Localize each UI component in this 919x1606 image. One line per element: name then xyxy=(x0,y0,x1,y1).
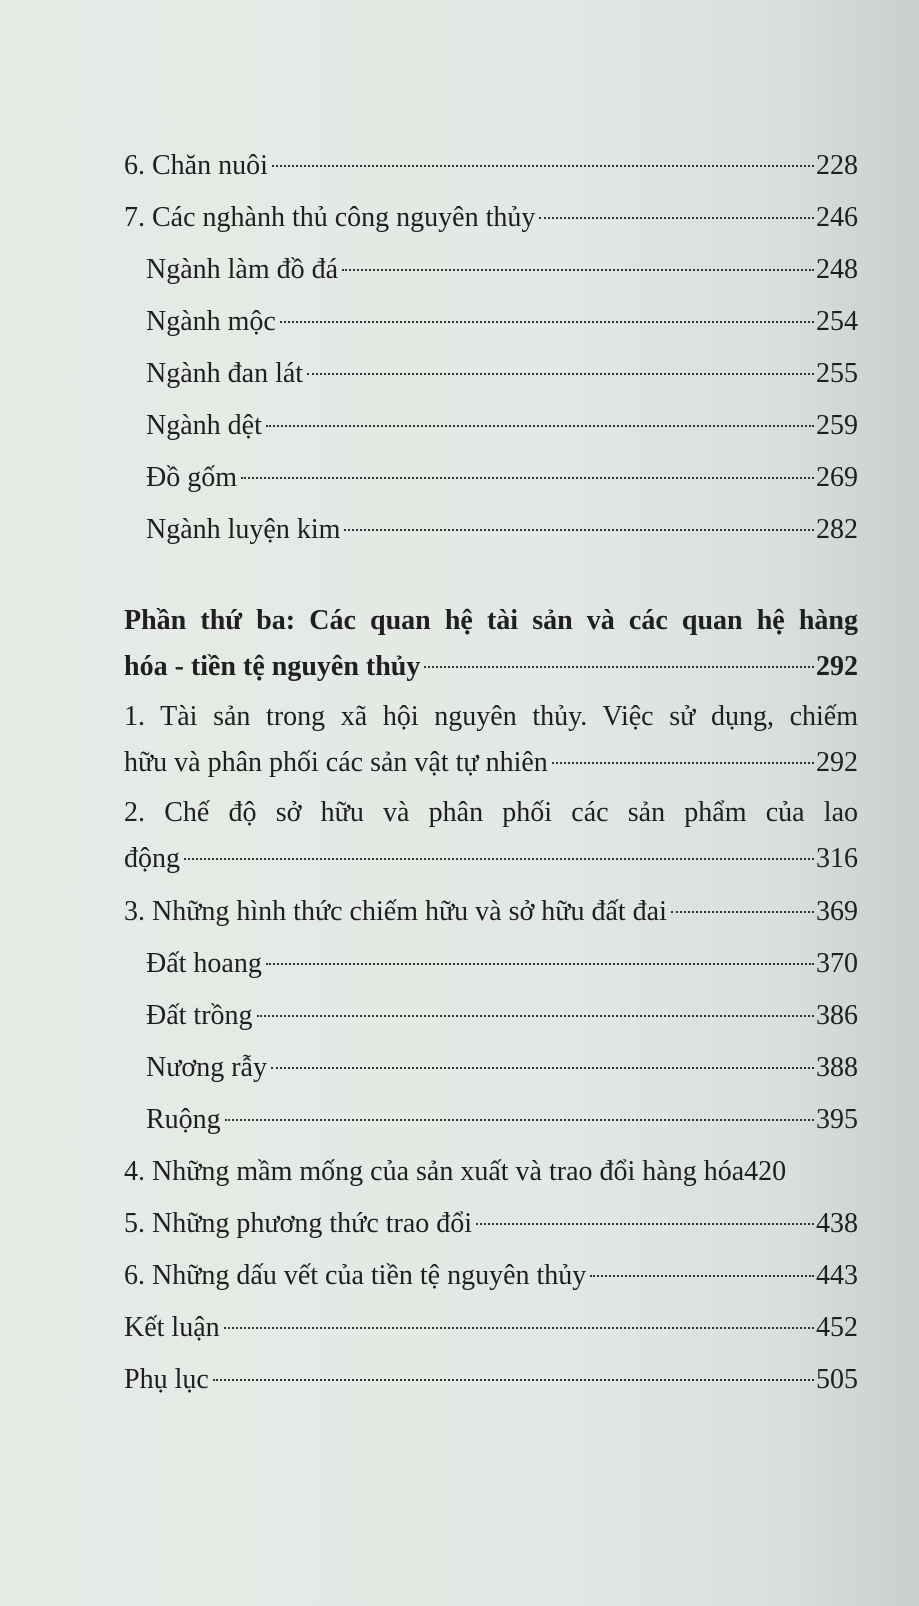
toc-entry-line-2 xyxy=(124,836,858,882)
part-heading-page: 292 xyxy=(816,651,858,682)
toc-entry-page: 420 xyxy=(744,1156,787,1187)
part-heading-line-2 xyxy=(124,644,858,690)
toc-entry-multiline xyxy=(124,694,858,786)
toc-entry-title-end: hữu và phân phối các sản vật tự nhiên xyxy=(124,747,548,778)
toc-subentry xyxy=(124,938,858,990)
toc-entry-page: 452 xyxy=(816,1312,858,1343)
dot-leader xyxy=(224,1327,814,1329)
toc-entry xyxy=(124,1198,858,1250)
toc-entry xyxy=(124,1250,858,1302)
toc-entry-page: 386 xyxy=(816,1000,858,1031)
toc-entry-title: Ngành làm đồ đá xyxy=(146,254,339,285)
toc-entry-title: 6. Những dấu vết của tiền tệ nguyên thủy xyxy=(124,1260,587,1291)
toc-subentry xyxy=(124,1042,858,1094)
toc-entry-title: 4. Những mầm mống của sản xuất và trao đổi hàng hóa xyxy=(124,1156,745,1187)
toc-entry-title: Phụ lục xyxy=(124,1364,209,1395)
toc-entry-page: 443 xyxy=(816,1260,858,1291)
toc-entry-title: 3. Những hình thức chiếm hữu và sở hữu đất đai xyxy=(124,896,667,927)
toc-entry-multiline xyxy=(124,790,858,882)
dot-leader xyxy=(344,529,814,531)
toc-entry-page: 246 xyxy=(816,202,858,233)
toc-entry-line-1: 1. Tài sản trong xã hội nguyên thủy. Việc sử dụng, chiếm xyxy=(124,701,858,732)
toc-entry-page: 438 xyxy=(816,1208,858,1239)
toc-subentry xyxy=(124,504,858,556)
dot-leader xyxy=(671,911,814,913)
dot-leader xyxy=(307,373,814,375)
toc-subentry xyxy=(124,244,858,296)
dot-leader xyxy=(424,666,814,668)
toc-entry-page: 369 xyxy=(816,896,858,927)
toc-entry-title: Đồ gốm xyxy=(146,462,237,493)
toc-subentry xyxy=(124,296,858,348)
part-heading-line-1: Phần thứ ba: Các quan hệ tài sản và các quan hệ hàng xyxy=(124,605,858,636)
toc-entry xyxy=(124,1354,858,1406)
toc-entry-page: 505 xyxy=(816,1364,858,1395)
toc-entry-page: 292 xyxy=(816,747,858,778)
toc-entry-page: 228 xyxy=(816,150,858,181)
toc-entry-title: Ngành luyện kim xyxy=(146,514,341,545)
section-gap xyxy=(124,556,858,598)
toc-entry xyxy=(124,1146,858,1198)
toc-entry-page: 255 xyxy=(816,358,858,389)
toc-entry-page: 388 xyxy=(816,1052,858,1083)
toc-entry-title: Ngành đan lát xyxy=(146,358,304,389)
toc-subentry xyxy=(124,452,858,504)
toc-entry-title: Ruộng xyxy=(146,1104,221,1135)
toc-subentry xyxy=(124,990,858,1042)
dot-leader xyxy=(257,1015,814,1017)
toc-entry-title: Kết luận xyxy=(124,1312,220,1343)
toc-entry xyxy=(124,192,858,244)
dot-leader xyxy=(539,217,814,219)
dot-leader xyxy=(271,1067,814,1069)
dot-leader xyxy=(266,963,814,965)
toc-entry-title: 5. Những phương thức trao đổi xyxy=(124,1208,473,1239)
toc-entry-title: Nương rẫy xyxy=(146,1052,267,1083)
dot-leader xyxy=(266,425,814,427)
toc-entry-line-1: 2. Chế độ sở hữu và phân phối các sản phẩm của lao xyxy=(124,797,858,828)
dot-leader xyxy=(342,269,814,271)
toc-entry-title: Ngành dệt xyxy=(146,410,262,441)
toc-entry-line-2 xyxy=(124,740,858,786)
toc-entry-page: 395 xyxy=(816,1104,858,1135)
toc-entry xyxy=(124,140,858,192)
toc-entry-page: 254 xyxy=(816,306,858,337)
toc-entry-title: 6. Chăn nuôi xyxy=(124,150,268,181)
toc-entry-title: Đất trồng xyxy=(146,1000,253,1031)
dot-leader xyxy=(213,1379,814,1381)
toc-entry xyxy=(124,1302,858,1354)
toc-entry-title: Ngành mộc xyxy=(146,306,276,337)
toc-entry-title: 7. Các nghành thủ công nguyên thủy xyxy=(124,202,536,233)
dot-leader xyxy=(225,1119,814,1121)
toc-entry xyxy=(124,886,858,938)
toc-subentry xyxy=(124,400,858,452)
toc-entry-title: Đất hoang xyxy=(146,948,262,979)
part-heading-title-end: hóa - tiền tệ nguyên thủy xyxy=(124,651,421,682)
dot-leader xyxy=(552,762,814,764)
toc-entry-page: 370 xyxy=(816,948,858,979)
dot-leader xyxy=(272,165,814,167)
dot-leader xyxy=(241,477,814,479)
dot-leader xyxy=(280,321,814,323)
toc-entry-page: 316 xyxy=(816,843,858,874)
dot-leader xyxy=(184,858,814,860)
toc-subentry xyxy=(124,1094,858,1146)
dot-leader xyxy=(590,1275,814,1277)
table-of-contents xyxy=(124,140,858,1406)
toc-entry-page: 282 xyxy=(816,514,858,545)
toc-subentry xyxy=(124,348,858,400)
dot-leader xyxy=(476,1223,814,1225)
toc-entry-page: 259 xyxy=(816,410,858,441)
part-heading xyxy=(124,598,858,690)
toc-entry-page: 248 xyxy=(816,254,858,285)
toc-entry-page: 269 xyxy=(816,462,858,493)
toc-entry-title-end: động xyxy=(124,843,180,874)
